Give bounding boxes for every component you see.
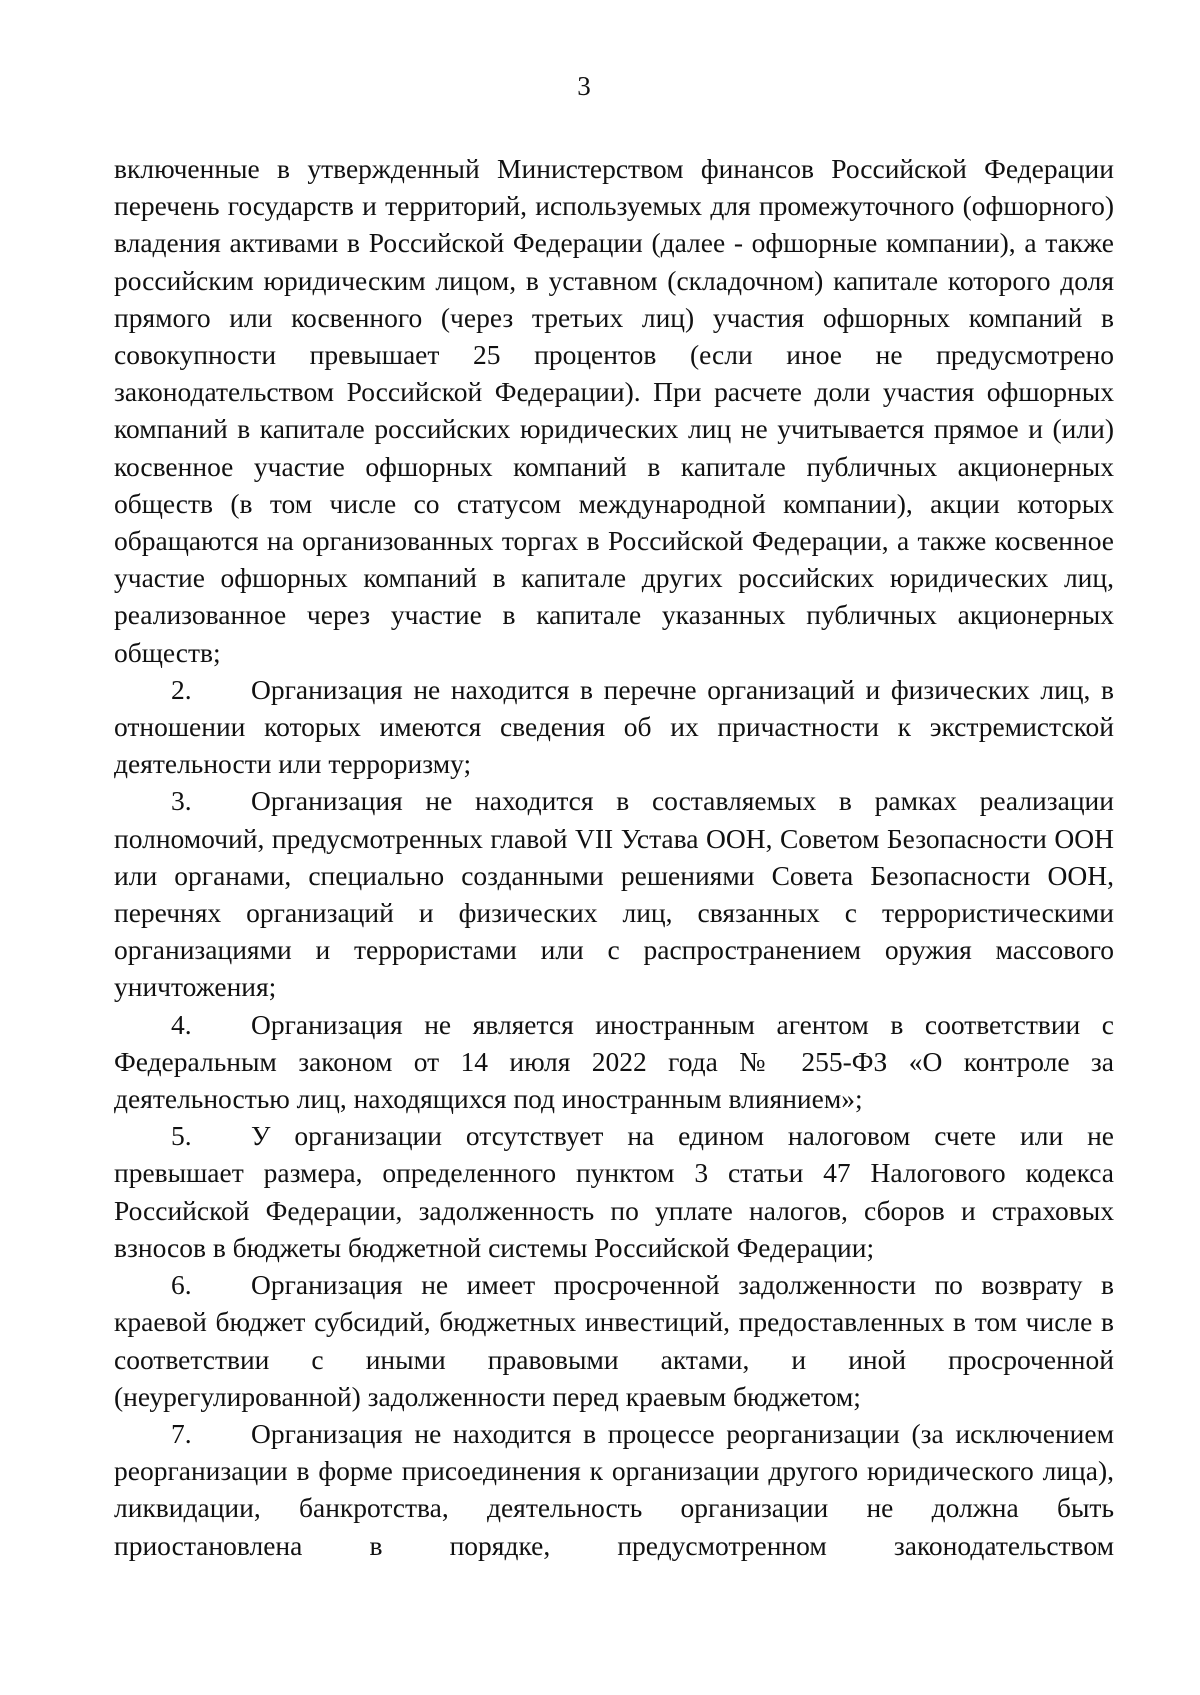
list-item-7 <box>114 1415 1114 1564</box>
item-text: У организации отсутствует на едином налоговом счете или не превышает размера, определенного пунктом 3 статьи 47 Налогового кодекса Российской Федерации, задолженность по уплате налогов, сборов и страховых взносов в бюджеты бюджетной системы Российской Федерации; <box>114 1120 1114 1263</box>
item-text: Организация не имеет просроченной задолженности по возврату в краевой бюджет субсидий, бюджетных инвестиций, предоставленных в том числе в соответствии с иными правовыми актами, и иной просроченной (неурегулированной) задолженности перед краевым бюджетом; <box>114 1269 1114 1412</box>
intro-paragraph: включенные в утвержденный Министерством финансов Российской Федерации перечень государств и территорий, используемых для промежуточного (офшорного) владения активами в Российской Федерации (далее - офшорные компании), а также российским юридическим лицом, в уставном (складочном) капитале которого доля прямого или косвенного (через третьих лиц) участия офшорных компаний в совокупности превышает 25 процентов (если иное не предусмотрено законодательством Российской Федерации). При расчете доли участия офшорных компаний в капитале российских юридических лиц не учитывается прямое и (или) косвенное участие офшорных компаний в капитале публичных акционерных обществ (в том числе со статусом международной компании), акции которых обращаются на организованных торгах в Российской Федерации, а также косвенное участие офшорных компаний в капитале других российских юридических лиц, реализованное через участие в капитале указанных публичных акционерных обществ; <box>114 153 1114 668</box>
document-body <box>114 150 1114 1564</box>
list-item-6 <box>114 1266 1114 1415</box>
item-number: 6. <box>171 1269 192 1301</box>
item-text: Организация не находится в составляемых в рамках реализации полномочий, предусмотренных главой VII Устава ООН, Советом Безопасности ООН или органами, специально созданными решениями Совета Безопасности ООН, перечнях организаций и физических лиц, связанных с террористическими организациями и террористами или с распространением оружия массового уничтожения; <box>114 785 1114 1003</box>
item-text: Организация не находится в перечне организаций и физических лиц, в отношении которых имеются сведения об их причастности к экстремистской деятельности или терроризму; <box>114 673 1114 780</box>
list-item-3 <box>114 782 1114 1005</box>
item-number: 2. <box>171 673 192 705</box>
item-text: Организация не является иностранным агентом в соответствии с Федеральным законом от 14 июля 2022 года № 255-ФЗ «О контроле за деятельностью лиц, находящихся под иностранным влиянием»; <box>114 1008 1114 1115</box>
list-item-4 <box>114 1006 1114 1118</box>
item-number: 7. <box>171 1417 192 1449</box>
item-number: 4. <box>171 1008 192 1040</box>
list-item-5 <box>114 1117 1114 1266</box>
item-number: 5. <box>171 1120 192 1152</box>
item-number: 3. <box>171 785 192 817</box>
list-item-2 <box>114 671 1114 783</box>
page-number: 3 <box>577 71 591 101</box>
item-text: Организация не находится в процессе реорганизации (за исключением реорганизации в форме присоединения к организации другого юридического лица), ликвидации, банкротства, деятельность организации не должна быть приостановлена в порядке, предусмотренном законодательством <box>114 1417 1114 1561</box>
